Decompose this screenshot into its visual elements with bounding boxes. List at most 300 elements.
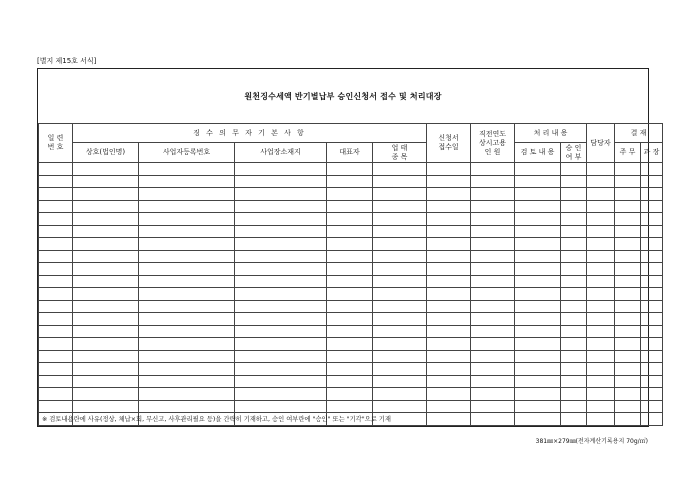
table-cell[interactable] <box>373 263 427 276</box>
table-cell[interactable] <box>327 350 373 363</box>
table-cell[interactable] <box>471 288 515 301</box>
table-cell[interactable] <box>139 238 235 251</box>
table-cell[interactable] <box>73 238 139 251</box>
table-row <box>39 188 663 201</box>
table-cell[interactable] <box>139 363 235 376</box>
table-cell[interactable] <box>471 175 515 188</box>
table-row <box>39 225 663 238</box>
table-cell[interactable] <box>587 250 615 263</box>
table-cell[interactable] <box>561 363 587 376</box>
table-cell[interactable] <box>235 263 327 276</box>
table-cell[interactable] <box>515 388 561 401</box>
table-cell[interactable] <box>561 188 587 201</box>
table-cell[interactable] <box>515 225 561 238</box>
table-cell[interactable] <box>235 175 327 188</box>
table-row <box>39 363 663 376</box>
table-cell[interactable] <box>327 188 373 201</box>
table-cell[interactable] <box>471 213 515 226</box>
table-cell[interactable] <box>641 325 663 338</box>
table-cell[interactable] <box>373 300 427 313</box>
table-cell[interactable] <box>39 363 73 376</box>
table-cell[interactable] <box>73 325 139 338</box>
form-label: [별지 제15호 서식] <box>37 57 97 65</box>
table-cell[interactable] <box>73 275 139 288</box>
table-cell[interactable] <box>561 388 587 401</box>
table-cell[interactable] <box>561 375 587 388</box>
table-cell[interactable] <box>587 388 615 401</box>
table-cell[interactable] <box>641 300 663 313</box>
table-cell[interactable] <box>39 275 73 288</box>
table-cell[interactable] <box>561 275 587 288</box>
table-cell[interactable] <box>641 163 663 176</box>
table-cell[interactable] <box>373 213 427 226</box>
table-cell[interactable] <box>641 288 663 301</box>
table-row <box>39 250 663 263</box>
table-cell[interactable] <box>73 188 139 201</box>
table-cell[interactable] <box>615 375 641 388</box>
table-cell[interactable] <box>641 275 663 288</box>
table-cell[interactable] <box>327 200 373 213</box>
table-cell[interactable] <box>235 375 327 388</box>
table-cell[interactable] <box>139 288 235 301</box>
table-cell[interactable] <box>39 163 73 176</box>
table-cell[interactable] <box>471 313 515 326</box>
table-cell[interactable] <box>235 288 327 301</box>
table-cell[interactable] <box>39 188 73 201</box>
table-cell[interactable] <box>327 400 373 413</box>
table-cell[interactable] <box>641 263 663 276</box>
table-cell[interactable] <box>615 313 641 326</box>
table-cell[interactable] <box>327 250 373 263</box>
table-cell[interactable] <box>471 338 515 351</box>
table-cell[interactable] <box>73 175 139 188</box>
table-cell[interactable] <box>139 375 235 388</box>
table-cell[interactable] <box>561 225 587 238</box>
table-cell[interactable] <box>235 363 327 376</box>
table-cell[interactable] <box>235 388 327 401</box>
table-cell[interactable] <box>615 213 641 226</box>
table-cell[interactable] <box>327 225 373 238</box>
table-cell[interactable] <box>235 400 327 413</box>
table-cell[interactable] <box>471 163 515 176</box>
table-cell[interactable] <box>139 275 235 288</box>
table-cell[interactable] <box>139 200 235 213</box>
table-cell[interactable] <box>327 325 373 338</box>
table-cell[interactable] <box>235 188 327 201</box>
table-cell[interactable] <box>39 225 73 238</box>
table-cell[interactable] <box>427 300 471 313</box>
table-cell[interactable] <box>587 263 615 276</box>
table-cell[interactable] <box>373 313 427 326</box>
table-cell[interactable] <box>515 275 561 288</box>
table-cell[interactable] <box>235 238 327 251</box>
table-cell[interactable] <box>39 388 73 401</box>
table-cell[interactable] <box>587 200 615 213</box>
table-cell[interactable] <box>471 275 515 288</box>
table-cell[interactable] <box>615 325 641 338</box>
table-cell[interactable] <box>235 325 327 338</box>
table-cell[interactable] <box>615 163 641 176</box>
table-cell[interactable] <box>561 338 587 351</box>
table-cell[interactable] <box>373 250 427 263</box>
table-cell[interactable] <box>373 350 427 363</box>
table-cell[interactable] <box>641 388 663 401</box>
table-cell[interactable] <box>73 388 139 401</box>
table-cell[interactable] <box>373 200 427 213</box>
table-row <box>39 200 663 213</box>
table-cell[interactable] <box>641 250 663 263</box>
paper-spec: 381㎜×279㎜(전자계산기록용지 70g/㎡) <box>535 438 648 445</box>
table-cell[interactable] <box>327 300 373 313</box>
table-row <box>39 275 663 288</box>
table-cell[interactable] <box>515 263 561 276</box>
table-cell[interactable] <box>641 188 663 201</box>
table-cell[interactable] <box>587 300 615 313</box>
table-row <box>39 288 663 301</box>
table-cell[interactable] <box>427 175 471 188</box>
table-cell[interactable] <box>515 325 561 338</box>
table-cell[interactable] <box>471 200 515 213</box>
table-cell[interactable] <box>615 250 641 263</box>
table-cell[interactable] <box>327 338 373 351</box>
col-taxpayer-group: 징 수 의 무 자 기 본 사 항 <box>73 124 427 143</box>
table-cell[interactable] <box>561 175 587 188</box>
table-cell[interactable] <box>39 250 73 263</box>
table-cell[interactable] <box>427 238 471 251</box>
table-cell[interactable] <box>641 350 663 363</box>
table-cell[interactable] <box>587 325 615 338</box>
table-cell[interactable] <box>139 400 235 413</box>
table-cell[interactable] <box>587 238 615 251</box>
table-cell[interactable] <box>39 400 73 413</box>
table-cell[interactable] <box>327 175 373 188</box>
table-cell[interactable] <box>615 263 641 276</box>
col-section-chief: 과 장 <box>641 143 663 163</box>
table-cell[interactable] <box>587 225 615 238</box>
table-cell[interactable] <box>427 200 471 213</box>
table-cell[interactable] <box>615 400 641 413</box>
table-cell[interactable] <box>73 400 139 413</box>
table-cell[interactable] <box>427 338 471 351</box>
table-cell[interactable] <box>641 363 663 376</box>
table-cell[interactable] <box>641 225 663 238</box>
table-cell[interactable] <box>373 388 427 401</box>
table-cell[interactable] <box>73 375 139 388</box>
table-cell[interactable] <box>139 175 235 188</box>
table-cell[interactable] <box>515 188 561 201</box>
table-cell[interactable] <box>235 300 327 313</box>
ledger-table <box>38 123 663 426</box>
table-cell[interactable] <box>615 388 641 401</box>
table-cell[interactable] <box>561 213 587 226</box>
col-processing-group: 처 리 내 용 <box>515 124 587 143</box>
table-cell[interactable] <box>515 288 561 301</box>
table-cell[interactable] <box>471 250 515 263</box>
table-cell[interactable] <box>139 325 235 338</box>
table-cell[interactable] <box>587 288 615 301</box>
table-cell[interactable] <box>561 300 587 313</box>
table-cell[interactable] <box>327 313 373 326</box>
table-row <box>39 400 663 413</box>
table-cell[interactable] <box>471 413 515 426</box>
table-cell[interactable] <box>73 225 139 238</box>
table-cell[interactable] <box>327 375 373 388</box>
table-cell[interactable] <box>427 375 471 388</box>
table-cell[interactable] <box>39 350 73 363</box>
table-cell[interactable] <box>471 400 515 413</box>
table-cell[interactable] <box>615 225 641 238</box>
table-cell[interactable] <box>641 400 663 413</box>
table-cell[interactable] <box>73 313 139 326</box>
col-business-reg-no: 사업자등록번호 <box>139 143 235 163</box>
table-cell[interactable] <box>373 400 427 413</box>
table-cell[interactable] <box>515 300 561 313</box>
table-cell[interactable] <box>615 350 641 363</box>
table-cell[interactable] <box>515 213 561 226</box>
table-cell[interactable] <box>615 300 641 313</box>
table-cell[interactable] <box>471 375 515 388</box>
table-cell[interactable] <box>615 363 641 376</box>
table-cell[interactable] <box>615 238 641 251</box>
table-cell[interactable] <box>641 213 663 226</box>
table-cell[interactable] <box>641 413 663 426</box>
table-cell[interactable] <box>641 375 663 388</box>
table-cell[interactable] <box>427 400 471 413</box>
table-cell[interactable] <box>561 250 587 263</box>
table-cell[interactable] <box>73 263 139 276</box>
table-cell[interactable] <box>373 163 427 176</box>
table-cell[interactable] <box>373 238 427 251</box>
table-cell[interactable] <box>373 363 427 376</box>
table-cell[interactable] <box>427 288 471 301</box>
table-cell[interactable] <box>39 288 73 301</box>
table-row <box>39 163 663 176</box>
table-cell[interactable] <box>587 375 615 388</box>
table-cell[interactable] <box>587 350 615 363</box>
col-serial: 일 련 번 호 <box>39 124 73 163</box>
table-cell[interactable] <box>139 263 235 276</box>
table-cell[interactable] <box>515 163 561 176</box>
table-cell[interactable] <box>471 188 515 201</box>
table-cell[interactable] <box>427 313 471 326</box>
table-cell[interactable] <box>73 350 139 363</box>
table-cell[interactable] <box>515 350 561 363</box>
table-cell[interactable] <box>427 163 471 176</box>
table-cell[interactable] <box>235 350 327 363</box>
table-cell[interactable] <box>235 275 327 288</box>
table-cell[interactable] <box>427 325 471 338</box>
table-cell[interactable] <box>235 163 327 176</box>
table-cell[interactable] <box>561 400 587 413</box>
table-cell[interactable] <box>39 200 73 213</box>
table-cell[interactable] <box>235 250 327 263</box>
table-cell[interactable] <box>561 263 587 276</box>
table-cell[interactable] <box>139 225 235 238</box>
table-cell[interactable] <box>139 250 235 263</box>
table-cell[interactable] <box>471 225 515 238</box>
table-cell[interactable] <box>139 313 235 326</box>
table-cell[interactable] <box>327 163 373 176</box>
table-cell[interactable] <box>615 188 641 201</box>
table-cell[interactable] <box>427 350 471 363</box>
table-cell[interactable] <box>235 225 327 238</box>
table-cell[interactable] <box>39 238 73 251</box>
table-cell[interactable] <box>139 213 235 226</box>
table-cell[interactable] <box>587 188 615 201</box>
table-cell[interactable] <box>641 200 663 213</box>
table-cell[interactable] <box>235 338 327 351</box>
table-cell[interactable] <box>561 200 587 213</box>
table-cell[interactable] <box>73 250 139 263</box>
table-cell[interactable] <box>427 275 471 288</box>
table-cell[interactable] <box>327 275 373 288</box>
table-cell[interactable] <box>139 350 235 363</box>
table-cell[interactable] <box>139 163 235 176</box>
table-cell[interactable] <box>515 200 561 213</box>
table-cell[interactable] <box>587 313 615 326</box>
table-cell[interactable] <box>641 313 663 326</box>
table-row <box>39 175 663 188</box>
table-cell[interactable] <box>561 350 587 363</box>
table-cell[interactable] <box>561 325 587 338</box>
table-cell[interactable] <box>615 275 641 288</box>
table-cell[interactable] <box>73 288 139 301</box>
table-row <box>39 263 663 276</box>
table-cell[interactable] <box>615 175 641 188</box>
col-prev-year-staff: 직전연도 상시고용 인 원 <box>471 124 515 163</box>
table-cell[interactable] <box>515 238 561 251</box>
col-receipt-date: 신청서 접수일 <box>427 124 471 163</box>
table-cell[interactable] <box>73 300 139 313</box>
table-cell[interactable] <box>73 200 139 213</box>
table-cell[interactable] <box>561 413 587 426</box>
table-cell[interactable] <box>515 363 561 376</box>
col-staff: 주 무 <box>615 143 641 163</box>
table-cell[interactable] <box>587 338 615 351</box>
instruction-note: ※ 검토내용란에 사유(정상, 체납×회, 무신고, 사후관리필요 등)을 간략히 기재하고, 승인 여부란에 "승인" 또는 "기각"으로 기재 <box>42 416 391 423</box>
table-cell[interactable] <box>73 338 139 351</box>
table-cell[interactable] <box>587 363 615 376</box>
table-cell[interactable] <box>641 238 663 251</box>
table-cell[interactable] <box>327 238 373 251</box>
table-cell[interactable] <box>587 275 615 288</box>
table-cell[interactable] <box>139 338 235 351</box>
table-cell[interactable] <box>615 288 641 301</box>
col-approval: 승 인 여 부 <box>561 143 587 163</box>
table-cell[interactable] <box>515 250 561 263</box>
table-cell[interactable] <box>373 288 427 301</box>
table-row <box>39 338 663 351</box>
table-cell[interactable] <box>39 338 73 351</box>
table-cell[interactable] <box>587 400 615 413</box>
table-cell[interactable] <box>373 275 427 288</box>
table-cell[interactable] <box>561 288 587 301</box>
col-business-type: 업 태 종 목 <box>373 143 427 163</box>
table-cell[interactable] <box>235 313 327 326</box>
table-cell[interactable] <box>327 388 373 401</box>
table-cell[interactable] <box>515 175 561 188</box>
table-cell[interactable] <box>587 413 615 426</box>
table-cell[interactable] <box>73 213 139 226</box>
table-cell[interactable] <box>235 213 327 226</box>
table-cell[interactable] <box>139 300 235 313</box>
table-cell[interactable] <box>139 188 235 201</box>
table-cell[interactable] <box>427 363 471 376</box>
table-cell[interactable] <box>327 363 373 376</box>
table-cell[interactable] <box>327 213 373 226</box>
table-cell[interactable] <box>427 413 471 426</box>
table-cell[interactable] <box>471 388 515 401</box>
table-cell[interactable] <box>587 175 615 188</box>
ledger-title: 원천징수세액 반기별납부 승인신청서 접수 및 처리대장 <box>244 92 442 101</box>
table-cell[interactable] <box>427 188 471 201</box>
table-cell[interactable] <box>327 263 373 276</box>
table-cell[interactable] <box>373 375 427 388</box>
table-cell[interactable] <box>587 163 615 176</box>
table-row <box>39 300 663 313</box>
table-cell[interactable] <box>39 325 73 338</box>
table-cell[interactable] <box>471 325 515 338</box>
table-cell[interactable] <box>515 400 561 413</box>
table-cell[interactable] <box>587 213 615 226</box>
table-cell[interactable] <box>641 175 663 188</box>
table-cell[interactable] <box>39 313 73 326</box>
table-cell[interactable] <box>73 363 139 376</box>
table-cell[interactable] <box>73 163 139 176</box>
table-cell[interactable] <box>561 313 587 326</box>
table-cell[interactable] <box>641 338 663 351</box>
table-cell[interactable] <box>471 238 515 251</box>
table-cell[interactable] <box>427 263 471 276</box>
table-cell[interactable] <box>427 213 471 226</box>
table-row <box>39 350 663 363</box>
table-cell[interactable] <box>373 188 427 201</box>
table-cell[interactable] <box>615 200 641 213</box>
table-cell[interactable] <box>39 300 73 313</box>
table-cell[interactable] <box>427 250 471 263</box>
table-row <box>39 213 663 226</box>
col-trade-name: 상호(법인명) <box>73 143 139 163</box>
table-cell[interactable] <box>515 338 561 351</box>
table-cell[interactable] <box>515 375 561 388</box>
table-cell[interactable] <box>39 375 73 388</box>
table-cell[interactable] <box>327 288 373 301</box>
table-cell[interactable] <box>471 363 515 376</box>
table-cell[interactable] <box>561 238 587 251</box>
col-review-content: 검 토 내 용 <box>515 143 561 163</box>
table-cell[interactable] <box>373 338 427 351</box>
table-cell[interactable] <box>373 175 427 188</box>
table-cell[interactable] <box>615 413 641 426</box>
table-cell[interactable] <box>427 388 471 401</box>
table-cell[interactable] <box>615 338 641 351</box>
table-cell[interactable] <box>427 225 471 238</box>
table-cell[interactable] <box>39 263 73 276</box>
table-cell[interactable] <box>471 263 515 276</box>
table-cell[interactable] <box>373 325 427 338</box>
table-cell[interactable] <box>139 388 235 401</box>
table-cell[interactable] <box>561 163 587 176</box>
table-cell[interactable] <box>515 313 561 326</box>
table-row <box>39 325 663 338</box>
table-cell[interactable] <box>39 213 73 226</box>
table-cell[interactable] <box>471 350 515 363</box>
table-cell[interactable] <box>471 300 515 313</box>
table-cell[interactable] <box>515 413 561 426</box>
table-cell[interactable] <box>39 175 73 188</box>
table-cell[interactable] <box>235 200 327 213</box>
table-cell[interactable] <box>373 225 427 238</box>
